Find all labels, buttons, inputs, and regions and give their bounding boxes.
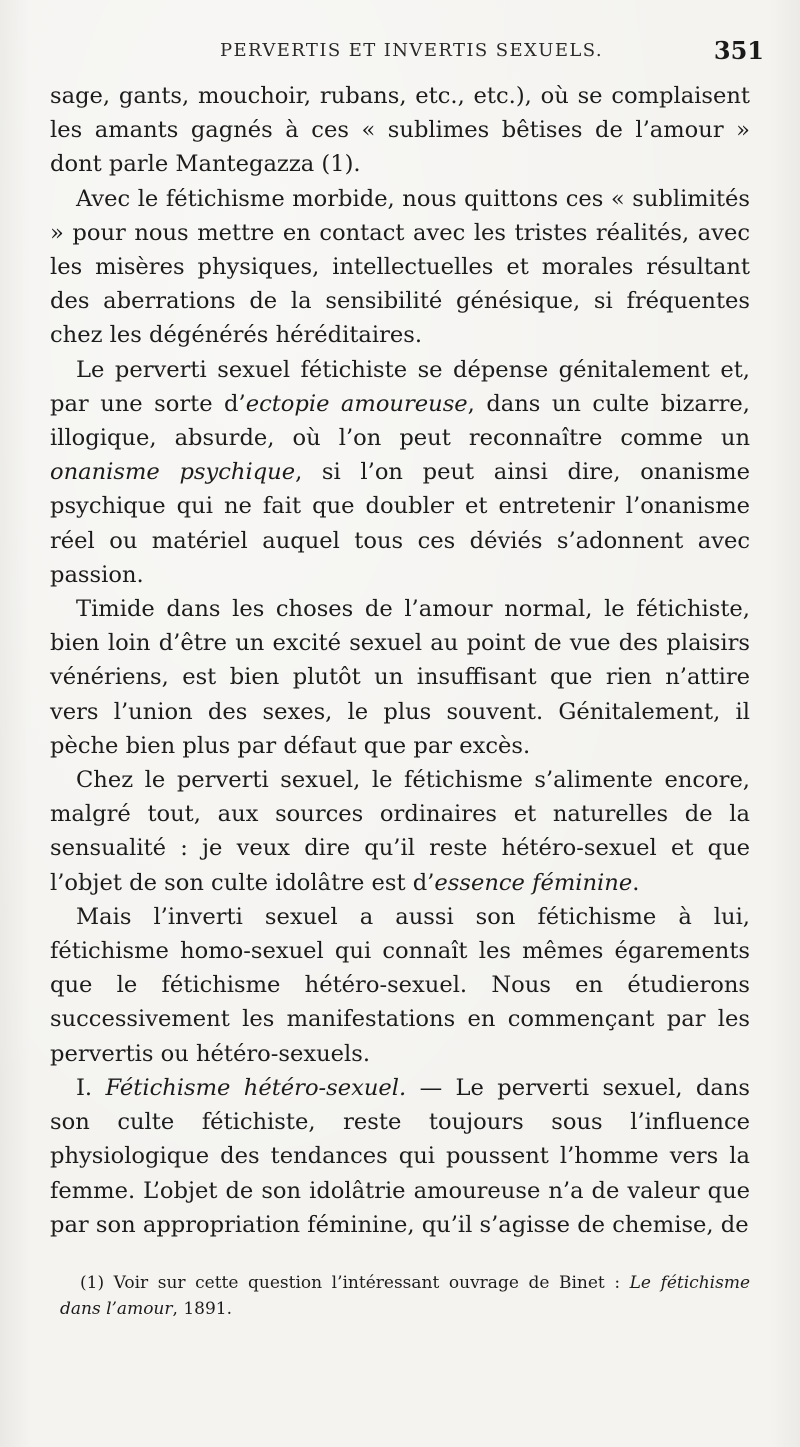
paragraph [50,353,750,592]
text-run: Le perverti sexuel fétichiste se dépense génitalement et, par une sorte d’ [50,356,750,417]
running-title: PERVERTIS ET INVERTIS SEXUELS. [220,40,603,61]
text-run: — Le perverti sexuel, dans son culte fétichiste, reste toujours sous l’influence physiologique des tendances qui poussent l’homme vers la femme. L’objet de son idolâtrie amoureuse n’a de valeur que par son appropriation féminine, qu’il s’agisse de chemise, de [50,1074,750,1238]
running-head [0,36,800,70]
page-number: 351 [713,36,764,65]
paragraph [50,763,750,900]
paragraph [50,182,750,353]
text-run: I. [76,1074,106,1101]
text-run: , dans un culte bizarre, illogique, absurde, où l’on peut reconnaître comme un [50,390,750,452]
text-run: , si l’on peut ainsi dire, onanisme psychique qui ne fait que doubler et entretenir l’onanisme réel ou matériel auquel tous ces déviés s’adonnent avec passion. [50,459,750,588]
body-text [50,79,750,1242]
text-run: Chez le perverti sexuel, le fétichisme s’alimente encore, malgré tout, aux sources ordinaires et naturelles de la sensualité : je veux dire qu’il reste hétéro-sexuel et que l’objet de son culte idolâtre est d’ [50,767,750,896]
italic-text: Fétichisme hétéro-sexuel. [105,1074,407,1101]
footnote-text: (1) Voir sur cette question l’intéressant ouvrage de Binet : [80,1273,630,1293]
text-run: sage, gants, mouchoir, rubans, etc., etc.), où se complaisent les amants gagnés à ces « sublimes bêtises de l’amour » dont parle Mantegazza (1). [50,83,750,178]
paragraph [50,592,750,763]
paragraph [50,900,750,1071]
footnote-italic: Le fétichisme dans l’amour [60,1273,750,1319]
text-run: Timide dans les choses de l’amour normal, le fétichiste, bien loin d’être un excité sexuel au point de vue des plaisirs vénériens, est bien plutôt un insuffisant que rien n’attire vers l’union des sexes, le plus souvent. Génitalement, il pèche bien plus par défaut que par excès. [50,596,750,759]
italic-text: ectopie amoureuse [245,390,468,417]
text-run: . [632,869,640,896]
text-run: Mais l’inverti sexuel a aussi son fétichisme à lui, fétichisme homo-sexuel qui connaît les mêmes égarements que le fétichisme hétéro-sexuel. Nous en étudierons successivement les manifestations en commençant par les pervertis ou hétéro-sexuels. [50,903,750,1067]
paragraph [50,1071,750,1242]
paragraph [50,79,750,182]
footnote [60,1270,750,1322]
italic-text: essence féminine [434,869,633,896]
text-run: Avec le fétichisme morbide, nous quittons ces « sublimités » pour nous mettre en contact avec les tristes réalités, avec les misères physiques, intellectuelles et morales résultant des aberrations de la sensibilité génésique, si fréquentes chez les dégénérés héréditaires. [50,185,750,349]
italic-text: onanisme psychique [50,459,296,486]
footnote-text: , 1891. [172,1299,232,1319]
